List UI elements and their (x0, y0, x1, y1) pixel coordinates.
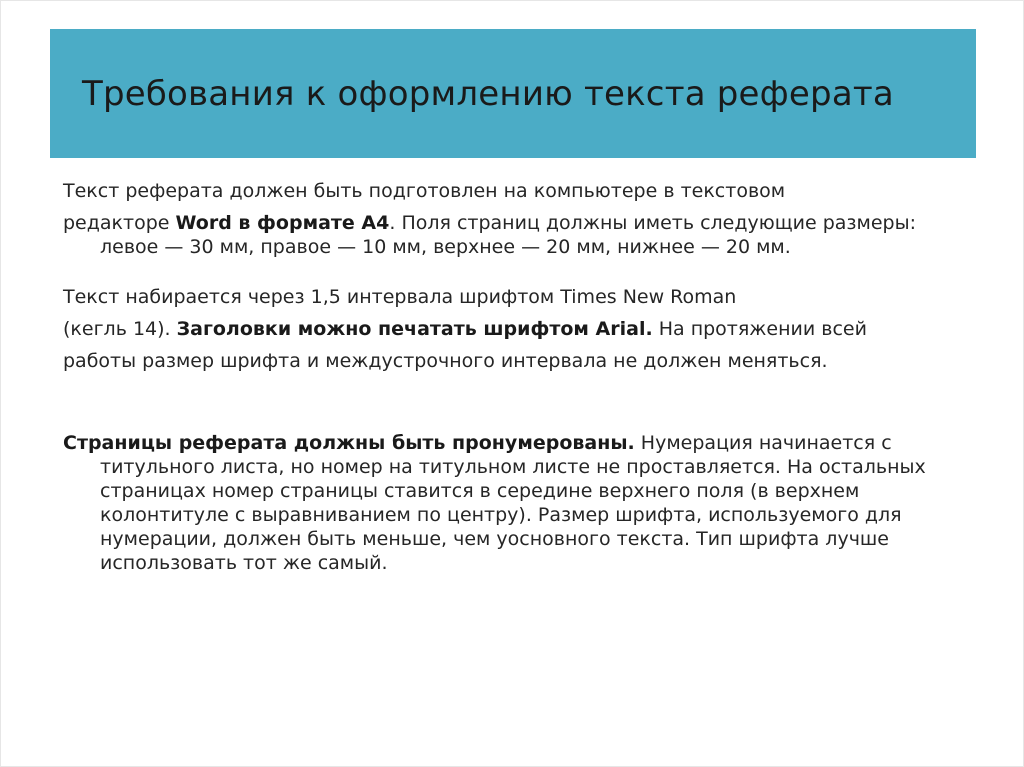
heading-font-bold: Заголовки можно печатать шрифтом Arial. (176, 318, 653, 340)
editor-prefix: редакторе (63, 212, 176, 234)
slide-body (63, 179, 963, 575)
paragraph-computer-prep-text: Текст реферата должен быть подготовлен на компьютере в текстовом (63, 180, 786, 202)
paragraph-font-interval (63, 285, 963, 309)
paragraph-consistent-size (63, 349, 963, 373)
paragraph-heading-font (63, 317, 963, 341)
heading-font-suffix: На протяжении всей (652, 318, 867, 340)
page-numbering-text: Нумерация начинается с титульного листа, но номер на титульном листе не проставляется. На остальных страницах номер страницы ставится в середине верхнего поля (в верхнем колонтитуле с выравниванием по центру). Размер шрифта, используемого для нумерации, должен быть меньше, чем уосновного текста. Тип шрифта лучше использовать тот же самый. (100, 432, 926, 574)
margins-text: . Поля страниц должны иметь следующие размеры: левое — 30 мм, правое — 10 мм, верхнее — 20 мм, нижнее — 20 мм. (100, 212, 917, 258)
font-size-prefix: (кегль 14). (63, 318, 177, 340)
font-interval-text: Текст набирается через 1,5 интервала шрифтом Times New Roman (63, 286, 737, 308)
slide-title: Требования к оформлению текста реферата (82, 73, 894, 114)
consistent-size-text: работы размер шрифта и междустрочного интервала не должен меняться. (63, 350, 828, 372)
paragraph-editor-margins (63, 211, 963, 259)
editor-format-bold: Word в формате А4 (175, 212, 390, 234)
paragraph-page-numbering (63, 431, 963, 575)
title-band (50, 29, 976, 158)
paragraph-computer-prep (63, 179, 963, 203)
page-numbering-bold: Страницы реферата должны быть пронумерованы. (63, 432, 635, 454)
